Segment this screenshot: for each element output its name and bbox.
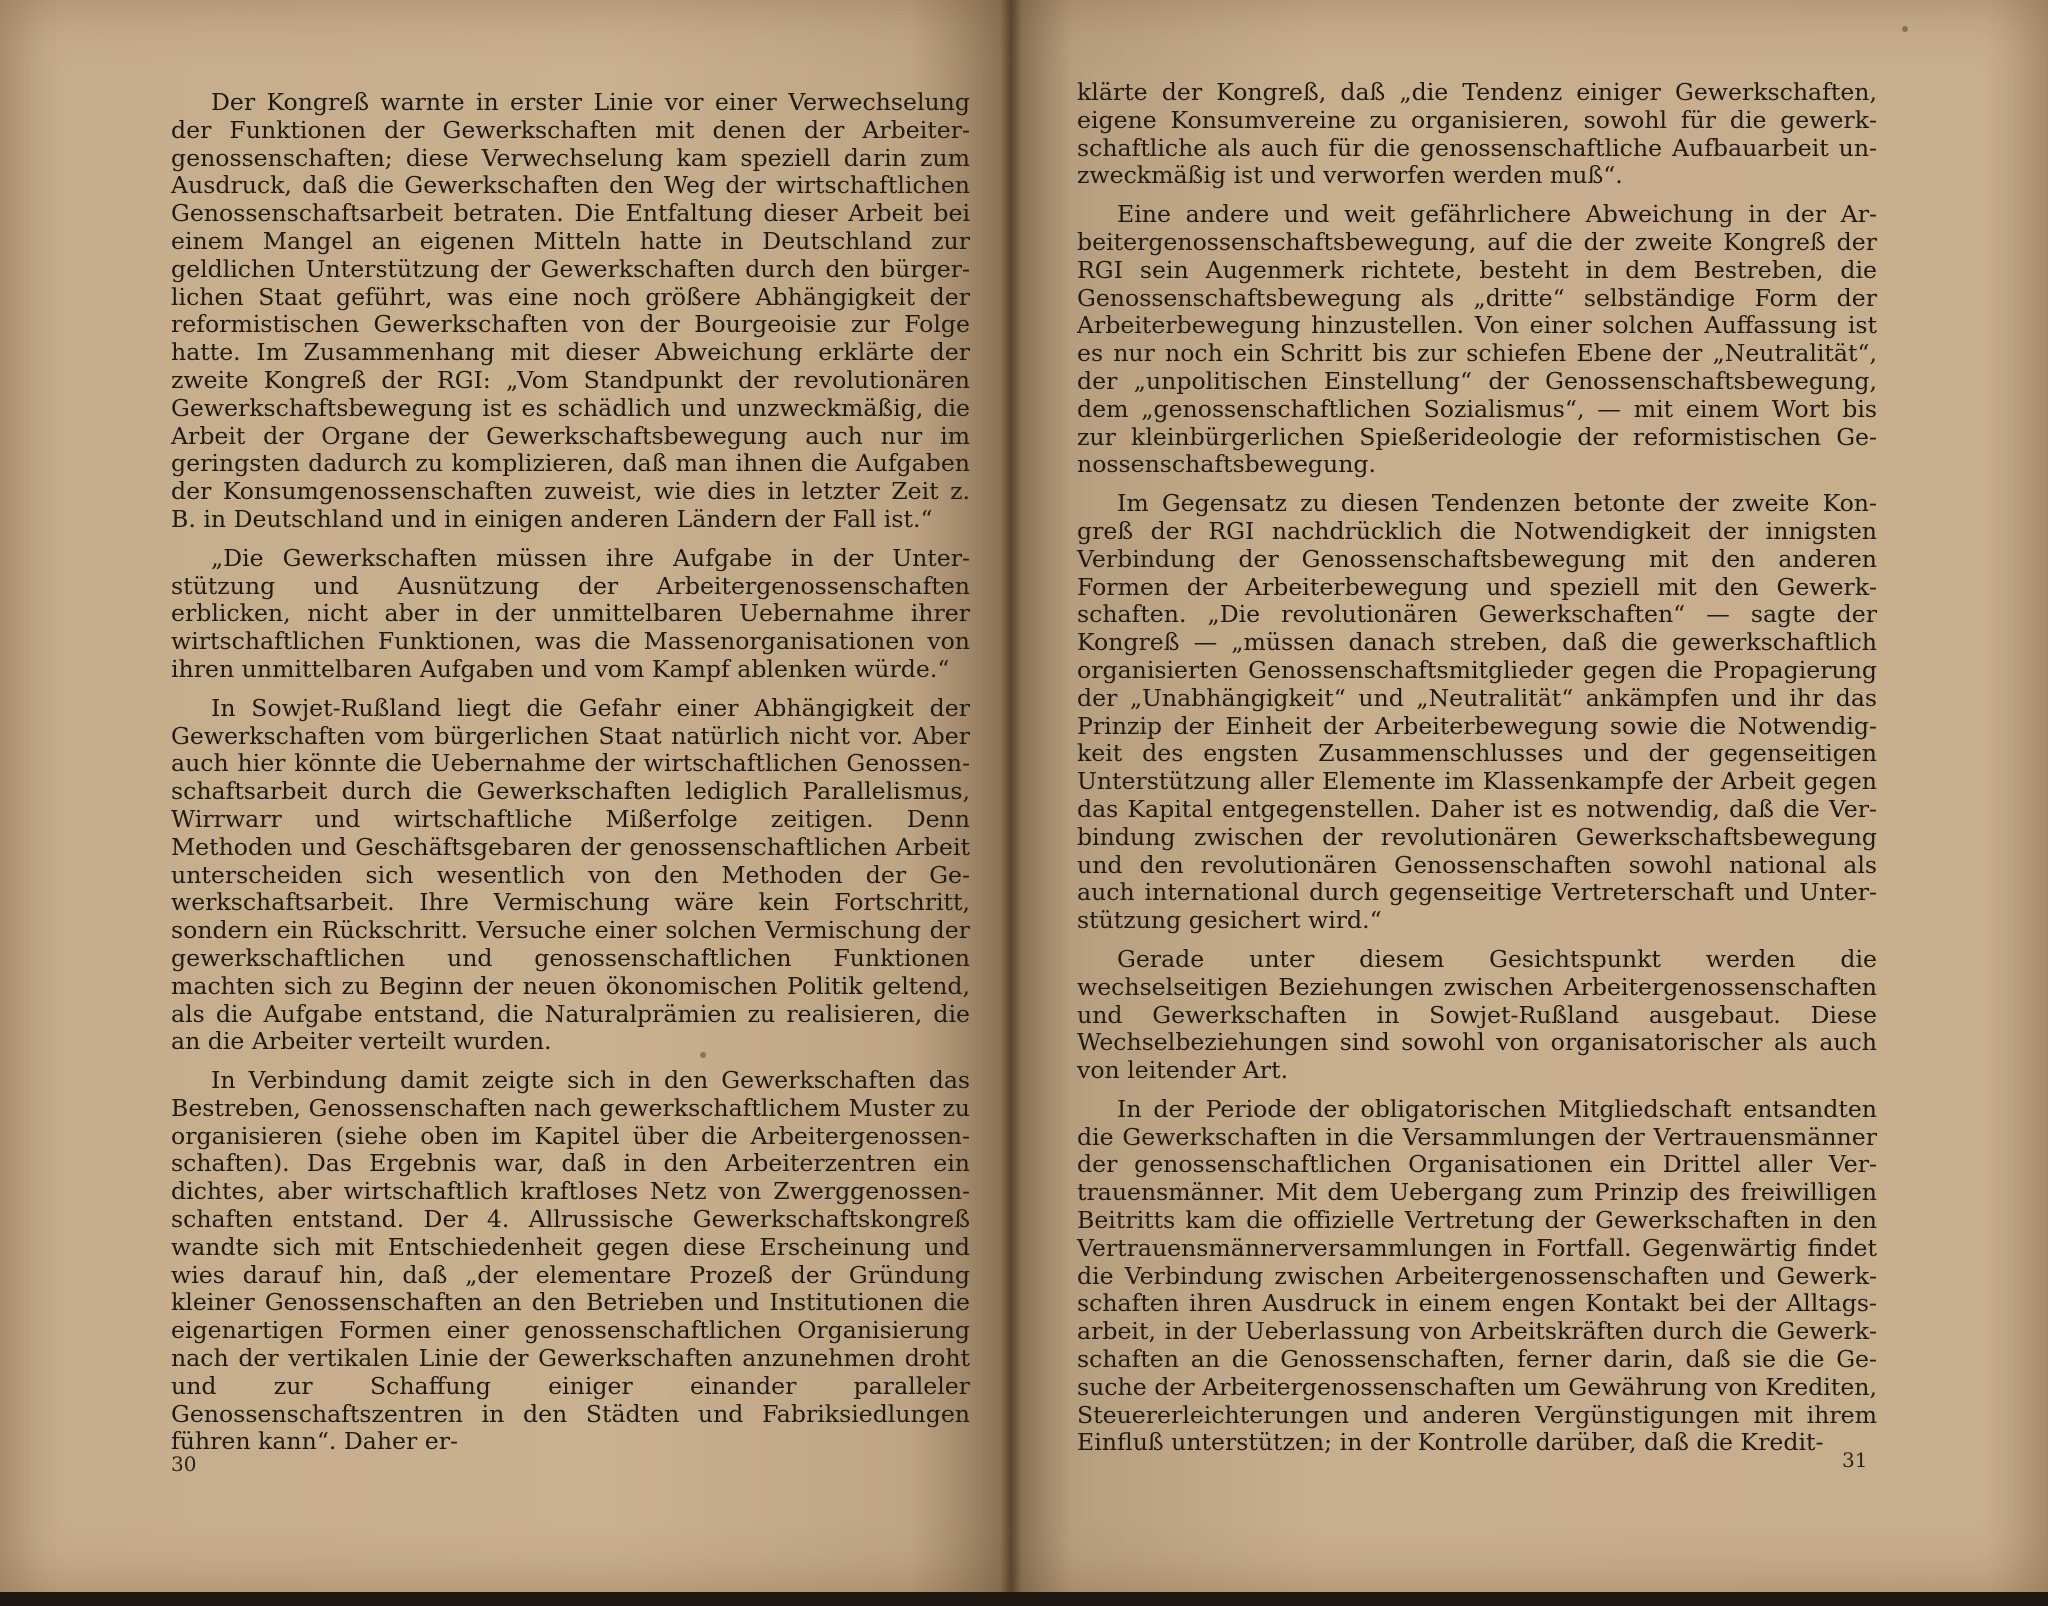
right-paragraph-2: Eine andere und weit gefährlichere Abweichung in der Arbeitergenossenschaftsbewegung, auf die der zweite Kongreß der RGI sein Augenmerk richtete, besteht in dem Bestreben, die Genossenschaftsbewegung als „dritte“ selbständige Form der Arbeiterbewegung hinzustellen. Von einer solchen Auffassung ist es nur noch ein Schritt bis zur schiefen Ebene der „Neutralität“, der „unpolitischen Einstellung“ der Genossenschaftsbewegung, dem „genossenschaftlichen Sozialismus“, — mit einem Wort bis zur kleinbürgerlichen Spießerideologie der reformistischen Genossenschaftsbewegung. [1077,200,1877,479]
right-paragraph-4: Gerade unter diesem Gesichtspunkt werden die wechselseitigen Beziehungen zwischen Arbeitergenossenschaften und Gewerkschaften in Sowjet-Rußland ausgebaut. Diese Wechselbeziehungen sind sowohl von organisatorischer als auch von leitender Art. [1077,944,1877,1085]
left-page [0,0,1010,1592]
left-page-number: 30 [171,1452,197,1476]
right-paragraph-1: klärte der Kongreß, daß „die Tendenz einiger Gewerkschaften, eigene Konsumvereine zu organisieren, sowohl für die gewerkschaftliche als auch für die genossenschaftliche Aufbauarbeit unzweckmäßig ist und verworfen werden muß“. [1077,78,1877,190]
right-paragraph-5: In der Periode der obligatorischen Mitgliedschaft entsandten die Gewerkschaften in die Versammlungen der Vertrauensmänner der genossenschaftlichen Organisationen ein Drittel aller Vertrauensmänner. Mit dem Uebergang zum Prinzip des freiwilligen Beitritts kam die offizielle Vertretung der Gewerkschaften in den Vertrauensmännerversammlungen in Fortfall. Gegenwärtig findet die Verbindung zwischen Arbeitergenossenschaften und Gewerkschaften ihren Ausdruck in einem engen Kontakt bei der Alltagsarbeit, in der Ueberlassung von Arbeitskräften durch die Gewerkschaften an die Genossenschaften, ferner darin, daß sie die Gesuche der Arbeitergenossenschaften um Gewährung von Krediten, Steuererleichterungen und anderen Vergünstigungen mit ihrem Einfluß unterstützen; in der Kontrolle darüber, daß die Kredit- [1077,1094,1877,1457]
left-page-text [171,89,970,1467]
left-paragraph-3: In Sowjet-Rußland liegt die Gefahr einer Abhängigkeit der Gewerkschaften vom bürgerlichen Staat natürlich nicht vor. Aber auch hier könnte die Uebernahme der wirtschaftlichen Genossenschaftsarbeit durch die Gewerkschaften lediglich Parallelismus, Wirrwarr und wirtschaftliche Mißerfolge zeitigen. Denn Methoden und Geschäftsgebaren der genossenschaftlichen Arbeit unterscheiden sich wesentlich von den Methoden der Gewerkschaftsarbeit. Ihre Vermischung wäre kein Fortschritt, sondern ein Rückschritt. Versuche einer solchen Vermischung der gewerkschaftlichen und genossenschaftlichen Funktionen machten sich zu Beginn der neuen ökonomischen Politik geltend, als die Aufgabe entstand, die Naturalprämien zu realisieren, die an die Arbeiter verteilt wurden. [171,693,970,1056]
right-page-text [1077,79,1877,1468]
right-paragraph-3: Im Gegensatz zu diesen Tendenzen betonte der zweite Kongreß der RGI nachdrücklich die Notwendigkeit der innigsten Verbindung der Genossenschaftsbewegung mit den anderen Formen der Arbeiterbewegung und speziell mit den Gewerkschaften. „Die revolutionären Gewerkschaften“ — sagte der Kongreß — „müssen danach streben, daß die gewerkschaftlich organisierten Genossenschaftsmitglieder gegen die Propagierung der „Unabhängigkeit“ und „Neutralität“ ankämpfen und ihr das Prinzip der Einheit der Arbeiterbewegung sowie die Notwendigkeit des engsten Zusammenschlusses und der gegenseitigen Unterstützung aller Elemente im Klassenkampfe der Arbeit gegen das Kapital entgegenstellen. Daher ist es notwendig, daß die Verbindung zwischen der revolutionären Gewerkschaftsbewegung und den revolutionären Genossenschaften sowohl national als auch international durch gegenseitige Vertreterschaft und Unterstützung gesichert wird.“ [1077,489,1877,935]
left-paragraph-1: Der Kongreß warnte in erster Linie vor einer Verwechselung der Funktionen der Gewerkschaften mit denen der Arbeitergenossenschaften; diese Verwechselung kam speziell darin zum Ausdruck, daß die Gewerkschaften den Weg der wirtschaftlichen Genossenschaftsarbeit betraten. Die Entfaltung dieser Arbeit bei einem Mangel an eigenen Mitteln hatte in Deutschland zur geldlichen Unterstützung der Gewerkschaften durch den bürgerlichen Staat geführt, was eine noch größere Abhängigkeit der reformistischen Gewerkschaften von der Bourgeoisie zur Folge hatte. Im Zusammenhang mit dieser Abweichung erklärte der zweite Kongreß der RGI: „Vom Standpunkt der revolutionären Gewerkschaftsbewegung ist es schädlich und unzweckmäßig, die Arbeit der Organe der Gewerkschaftsbewegung auch nur im geringsten dadurch zu komplizieren, daß man ihnen die Aufgaben der Konsumgenossenschaften zuweist, wie dies in letzter Zeit z. B. in Deutschland und in einigen anderen Ländern der Fall ist.“ [171,88,970,533]
scan-bottom-edge [0,1592,2048,1606]
right-page [1010,0,2048,1592]
book-gutter [1000,0,1022,1592]
paper-speck [1902,26,1908,32]
left-paragraph-2: „Die Gewerkschaften müssen ihre Aufgabe in der Unterstützung und Ausnützung der Arbeitergenossenschaften erblicken, nicht aber in der unmittelbaren Uebernahme ihrer wirtschaftlichen Funktionen, was die Massenorganisationen von ihren unmittelbaren Aufgaben und vom Kampf ablenken würde.“ [171,543,970,683]
left-paragraph-4: In Verbindung damit zeigte sich in den Gewerkschaften das Bestreben, Genossenschaften nach gewerkschaftlichem Muster zu organisieren (siehe oben im Kapitel über die Arbeitergenossenschaften). Das Ergebnis war, daß in den Arbeiterzentren ein dichtes, aber wirtschaftlich kraftloses Netz von Zwerggenossenschaften entstand. Der 4. Allrussische Gewerkschaftskongreß wandte sich mit Entschiedenheit gegen diese Erscheinung und wies darauf hin, daß „der elementare Prozeß der Gründung kleiner Genossenschaften an den Betrieben und Institutionen die eigenartigen Formen einer genossenschaftlichen Organisierung nach der vertikalen Linie der Gewerkschaften anzunehmen droht und zur Schaffung einiger einander paralleler Genossenschaftszentren in den Städten und Fabriksiedlungen führen kann“. Daher er- [171,1066,970,1456]
right-page-number: 31 [1842,1448,1868,1472]
paper-speck [700,1052,706,1058]
